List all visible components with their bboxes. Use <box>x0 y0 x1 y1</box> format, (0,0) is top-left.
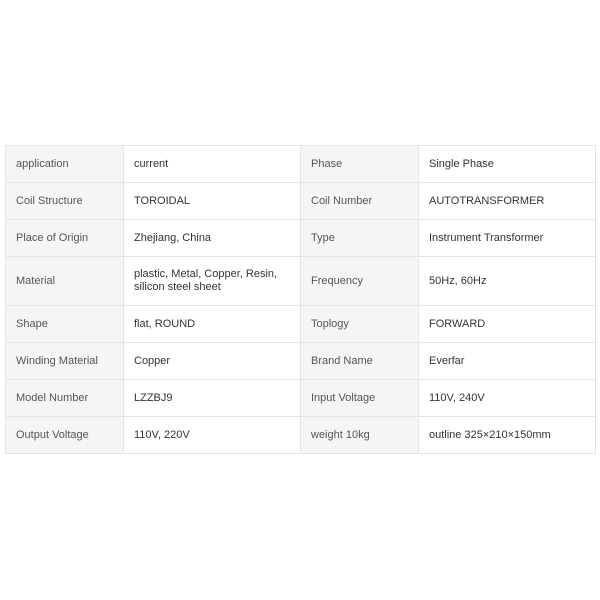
spec-label: Coil Number <box>301 183 419 220</box>
spec-label: weight 10kg <box>301 417 419 454</box>
table-row <box>6 306 596 343</box>
spec-value: LZZBJ9 <box>124 380 301 417</box>
table-row <box>6 380 596 417</box>
spec-value: outline 325×210×150mm <box>419 417 596 454</box>
table-row <box>6 146 596 183</box>
spec-label: Phase <box>301 146 419 183</box>
spec-value: Instrument Transformer <box>419 220 596 257</box>
spec-label: Shape <box>6 306 124 343</box>
spec-value: Single Phase <box>419 146 596 183</box>
spec-label: Toplogy <box>301 306 419 343</box>
table-row <box>6 343 596 380</box>
spec-value: current <box>124 146 301 183</box>
spec-label: application <box>6 146 124 183</box>
spec-label: Brand Name <box>301 343 419 380</box>
spec-value: flat, ROUND <box>124 306 301 343</box>
spec-value: AUTOTRANSFORMER <box>419 183 596 220</box>
spec-label: Input Voltage <box>301 380 419 417</box>
spec-value: 110V, 240V <box>419 380 596 417</box>
spec-value: plastic, Metal, Copper, Resin, silicon steel sheet <box>124 257 301 306</box>
spec-label: Output Voltage <box>6 417 124 454</box>
spec-label: Type <box>301 220 419 257</box>
spec-value: 110V, 220V <box>124 417 301 454</box>
spec-value: Zhejiang, China <box>124 220 301 257</box>
spec-value: Copper <box>124 343 301 380</box>
spec-label: Material <box>6 257 124 306</box>
specifications-table <box>5 145 596 454</box>
spec-value: 50Hz, 60Hz <box>419 257 596 306</box>
spec-label: Coil Structure <box>6 183 124 220</box>
table-row <box>6 220 596 257</box>
table-row <box>6 257 596 306</box>
table-row <box>6 183 596 220</box>
spec-value: FORWARD <box>419 306 596 343</box>
spec-label: Model Number <box>6 380 124 417</box>
table-row <box>6 417 596 454</box>
spec-label: Winding Material <box>6 343 124 380</box>
spec-label: Frequency <box>301 257 419 306</box>
spec-label: Place of Origin <box>6 220 124 257</box>
spec-value: Everfar <box>419 343 596 380</box>
spec-value: TOROIDAL <box>124 183 301 220</box>
